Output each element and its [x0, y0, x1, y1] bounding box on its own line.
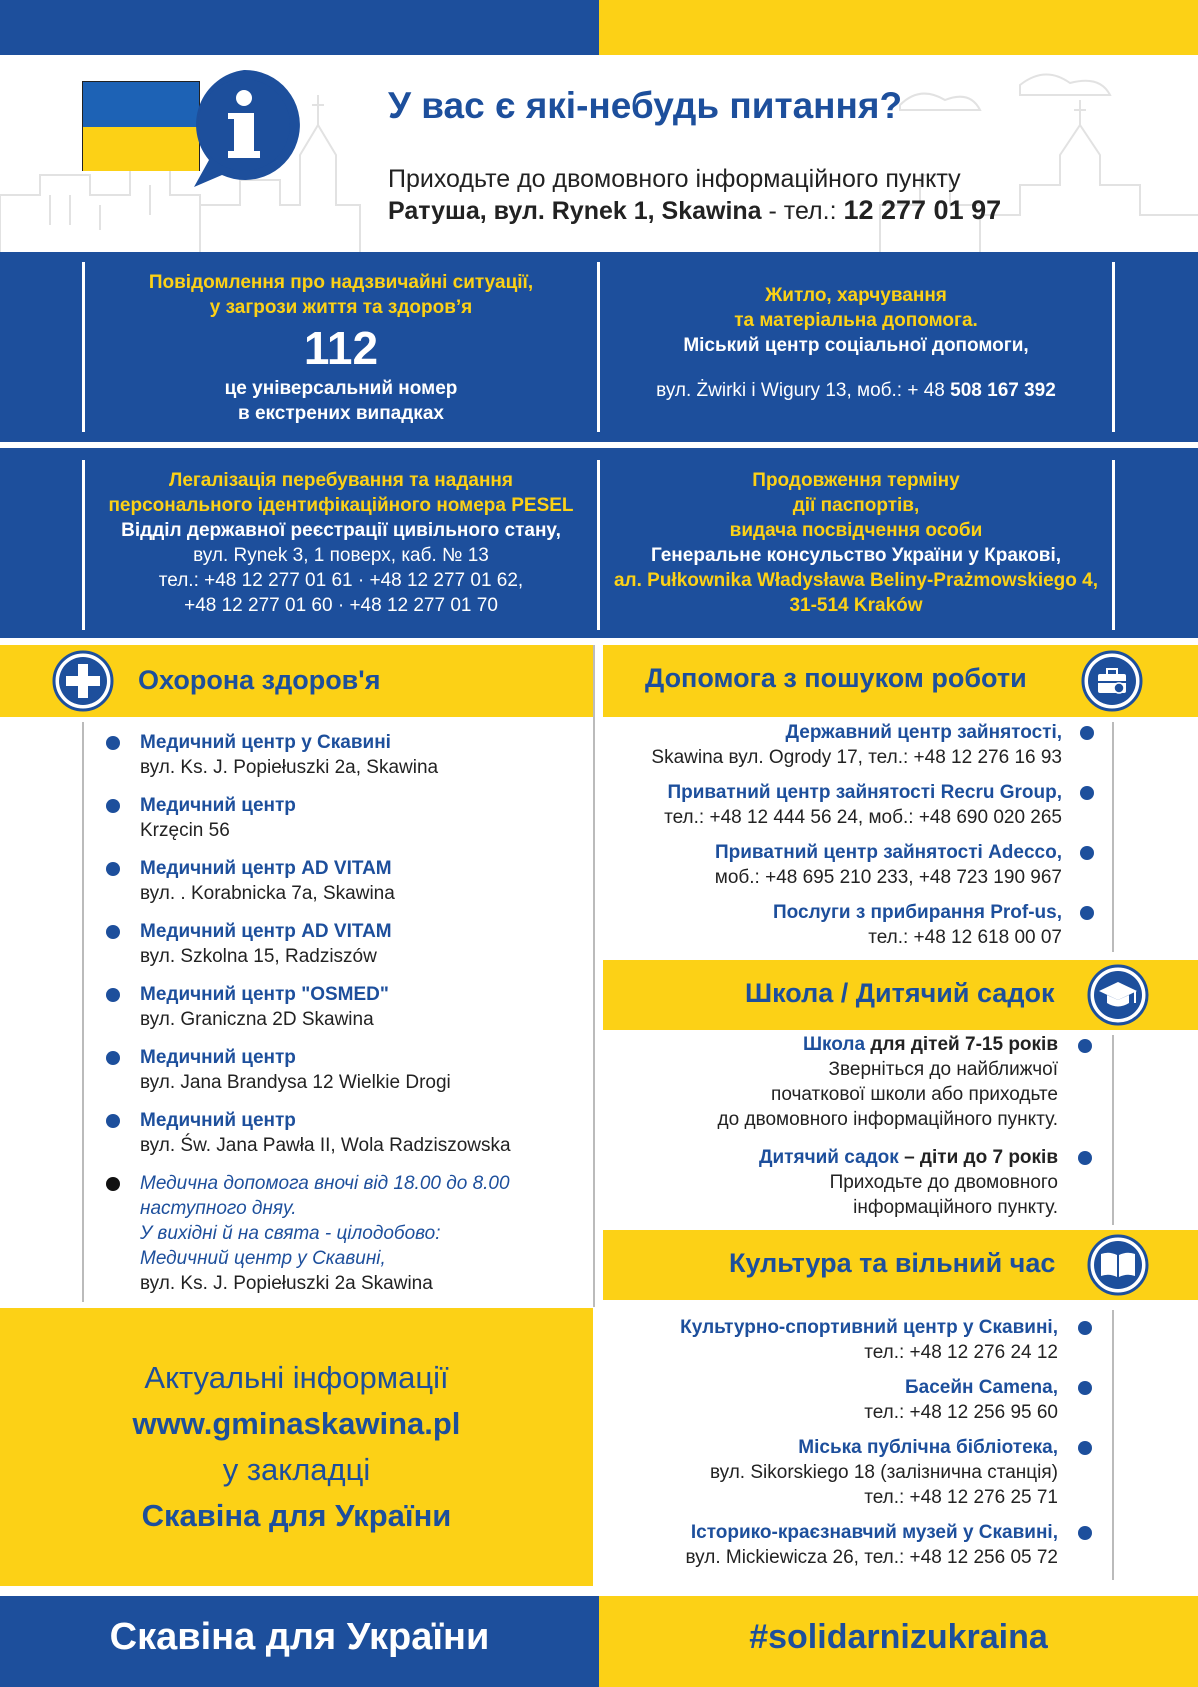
culture-item — [600, 1520, 1058, 1570]
column-divider — [593, 645, 595, 1307]
bullet — [106, 799, 120, 813]
job-item — [600, 720, 1062, 770]
open-book-icon — [1087, 1234, 1149, 1296]
culture-item-title: Історико-краєзнавчий музей у Скавині, — [690, 1522, 1058, 1543]
bullet — [106, 1177, 120, 1191]
health-item — [140, 982, 389, 1032]
health-item — [140, 730, 438, 780]
job-item — [600, 840, 1062, 890]
header — [0, 55, 1198, 252]
graduation-cap-icon — [1087, 964, 1149, 1026]
emergency-desc-2: в екстрених випадках — [238, 403, 444, 424]
health-item-title: Медичний центр AD VITAM — [140, 921, 392, 942]
divider — [1112, 262, 1115, 432]
kindergarten-line: Приходьте до двомовного — [829, 1172, 1058, 1193]
kindergarten-item — [640, 1145, 1058, 1220]
culture-item — [600, 1375, 1058, 1425]
emergency-heading: Повідомлення про надзвичайні ситуації, — [148, 272, 534, 293]
job-item-title: Приватний центр зайнятості Adecco, — [714, 842, 1062, 863]
health-title: Охорона здоров'я — [138, 665, 381, 695]
bullet — [1080, 906, 1094, 920]
social-address-text: вул. Żwirki i Wigury 13, моб.: + 48 — [656, 380, 951, 401]
bullet — [106, 988, 120, 1002]
health-item-title: Медичний центр — [140, 795, 296, 816]
kindergarten-age: – діти до 7 років — [898, 1147, 1058, 1168]
emergency-social-block — [0, 252, 1198, 442]
emergency-desc: це універсальний номер — [224, 378, 458, 399]
kindergarten-line: інформаційного пункту. — [853, 1197, 1058, 1218]
passport-heading-3: видача посвідчення особи — [729, 520, 983, 541]
top-stripe-yellow — [599, 0, 1198, 55]
health-item — [140, 793, 296, 843]
passport-heading: Продовження терміну — [752, 470, 960, 491]
legal-address: вул. Rynek 3, 1 поверх, каб. № 13 — [193, 545, 489, 566]
night-care-item — [140, 1171, 510, 1296]
job-item — [600, 780, 1062, 830]
legal-passport-block — [0, 448, 1198, 638]
footer-slogan: Скавіна для України — [109, 1616, 490, 1658]
culture-divider — [1112, 1310, 1114, 1580]
legal-heading-2: персонального ідентифікаційного номера PESEL — [108, 495, 574, 516]
bullet — [106, 736, 120, 750]
emergency-number: 112 — [303, 322, 379, 374]
jobs-title: Допомога з пошуком роботи — [645, 663, 1027, 693]
bullet — [106, 1114, 120, 1128]
consulate-city: 31-514 Kraków — [789, 595, 923, 616]
bullet — [1078, 1151, 1092, 1165]
actual-info-line: Актуальні інформації — [144, 1360, 449, 1395]
footer-hashtag: #solidarnizukraina — [749, 1618, 1048, 1656]
health-divider — [82, 722, 84, 1302]
bullet — [1080, 786, 1094, 800]
bullet — [1080, 726, 1094, 740]
social-address — [600, 378, 1112, 403]
social-help-info — [600, 283, 1112, 403]
job-item-title: Приватний центр зайнятості Recru Group, — [667, 782, 1062, 803]
health-item-title: Медичний центр — [140, 1110, 296, 1131]
social-phone: 508 167 392 — [950, 380, 1056, 401]
job-item — [600, 900, 1062, 950]
jobs-divider — [1112, 722, 1114, 952]
bullet — [1078, 1321, 1092, 1335]
medical-cross-icon — [52, 650, 114, 712]
actual-info-box — [0, 1308, 593, 1586]
briefcase-icon — [1081, 650, 1143, 712]
school-line: до двомовного інформаційного пункту. — [717, 1109, 1058, 1130]
health-item-title: Медичний центр у Скавині — [140, 732, 391, 753]
health-section-header — [0, 645, 593, 717]
culture-item-detail: тел.: +48 12 276 25 71 — [864, 1487, 1058, 1508]
health-item-title: Медичний центр — [140, 1047, 296, 1068]
actual-info-tab-name: Скавіна для України — [141, 1498, 452, 1533]
legal-office-name: Відділ державної реєстрації цивільного стану, — [121, 520, 561, 541]
phone-prefix: - тел.: — [761, 197, 844, 225]
consulate-name: Генеральне консульство України у Кракові, — [650, 545, 1062, 566]
night-care-address: вул. Ks. J. Popiełuszki 2a Skawina — [140, 1273, 433, 1294]
passport-heading-2: дії паспортів, — [792, 495, 920, 516]
school-divider — [1112, 1035, 1114, 1225]
culture-item-title: Культурно-спортивний центр у Скавині, — [680, 1317, 1058, 1338]
bullet — [1080, 846, 1094, 860]
bullet — [106, 925, 120, 939]
top-stripe-blue — [0, 0, 599, 55]
school-age: для дітей 7-15 років — [865, 1034, 1058, 1055]
health-item — [140, 856, 395, 906]
footer-left — [0, 1596, 599, 1687]
culture-section-header — [603, 1230, 1198, 1300]
night-care-line: У вихідні й на свята - цілодобово: — [140, 1223, 441, 1244]
job-item-contact: моб.: +48 695 210 233, +48 723 190 967 — [714, 867, 1062, 888]
job-item-title: Державний центр зайнятості, — [785, 722, 1062, 743]
culture-item-detail: тел.: +48 12 276 24 12 — [864, 1342, 1058, 1363]
culture-item-detail: вул. Sikorskiego 18 (залізнична станція) — [709, 1462, 1058, 1483]
info-point-line: Приходьте до двомовного інформаційного пункту — [388, 165, 961, 193]
job-item-contact: Skawina вул. Ogrody 17, тел.: +48 12 276 16 93 — [651, 747, 1062, 768]
health-item-address: вул. Ks. J. Popiełuszki 2a, Skawina — [140, 757, 439, 778]
school-line: Зверніться до найближчої — [828, 1059, 1058, 1080]
night-care-line: наступного дняу. — [140, 1198, 297, 1219]
legal-heading: Легалізація перебування та надання — [168, 470, 513, 491]
bullet — [1078, 1381, 1092, 1395]
legal-phones-2: +48 12 277 01 60 · +48 12 277 01 70 — [184, 595, 498, 616]
health-item-address: вул. . Korabnicka 7a, Skawina — [140, 883, 395, 904]
culture-item — [600, 1315, 1058, 1365]
culture-item-title: Басейн Camena, — [905, 1377, 1058, 1398]
jobs-section-header — [603, 645, 1198, 717]
address-text: Ратуша, вул. Rynek 1, Skawina — [388, 197, 762, 225]
divider — [1112, 460, 1115, 630]
social-heading: Житло, харчування — [765, 285, 947, 306]
footer-right — [599, 1596, 1198, 1687]
culture-title: Культура та вільний час — [729, 1248, 1056, 1278]
emergency-heading-2: у загрози життя та здоров’я — [209, 297, 473, 318]
bullet — [1078, 1441, 1092, 1455]
health-item-address: вул. Jana Brandysa 12 Wielkie Drogi — [140, 1072, 451, 1093]
job-item-contact: тел.: +48 12 618 00 07 — [868, 927, 1062, 948]
info-icon — [184, 65, 304, 190]
culture-item — [600, 1435, 1058, 1510]
social-heading-2: та матеріальна допомога. — [734, 310, 978, 331]
health-item-address: Krzęcin 56 — [140, 820, 230, 841]
emergency-info — [85, 270, 597, 426]
culture-item-title: Міська публічна бібліотека, — [798, 1437, 1058, 1458]
health-item-title: Медичний центр "OSMED" — [140, 984, 389, 1005]
bullet — [106, 862, 120, 876]
school-section-header — [603, 960, 1198, 1030]
job-item-title: Послуги з прибирання Prof-us, — [772, 902, 1062, 923]
health-item-address: вул. Szkolna 15, Radziszów — [140, 946, 377, 967]
bullet — [1078, 1039, 1092, 1053]
passport-info — [600, 468, 1112, 618]
culture-item-detail: вул. Mickiewicza 26, тел.: +48 12 256 05 72 — [685, 1547, 1058, 1568]
job-item-contact: тел.: +48 12 444 56 24, моб.: +48 690 020 265 — [664, 807, 1062, 828]
info-point-address — [388, 195, 1001, 226]
website-link[interactable]: www.gminaskawina.pl — [132, 1406, 461, 1441]
bullet — [106, 1051, 120, 1065]
health-item-address: вул. Graniczna 2D Skawina — [140, 1009, 374, 1030]
health-item-title: Медичний центр AD VITAM — [140, 858, 392, 879]
legalization-info — [85, 468, 597, 618]
health-item — [140, 919, 392, 969]
culture-item-detail: тел.: +48 12 256 95 60 — [864, 1402, 1058, 1423]
consulate-address: ал. Pułkownika Władysława Beliny-Prażmowskiego 4, — [613, 570, 1099, 591]
school-item — [640, 1032, 1058, 1132]
night-care-line: Медичний центр у Скавині, — [140, 1248, 386, 1269]
legal-phones-1: тел.: +48 12 277 01 61 · +48 12 277 01 62, — [158, 570, 524, 591]
school-line: початкової школи або приходьте — [771, 1084, 1058, 1105]
ukraine-flag-icon — [82, 81, 200, 171]
school-label: Школа — [802, 1034, 866, 1055]
bullet — [1078, 1526, 1092, 1540]
health-item — [140, 1045, 451, 1095]
page-title: У вас є які-небудь питання? — [388, 85, 903, 126]
health-item — [140, 1108, 511, 1158]
social-center-name: Міський центр соціальної допомоги, — [683, 335, 1029, 356]
health-item-address: вул. Św. Jana Pawła II, Wola Radziszowska — [140, 1135, 511, 1156]
school-title: Школа / Дитячий садок — [745, 978, 1055, 1008]
phone-number: 12 277 01 97 — [843, 195, 1002, 225]
kindergarten-label: Дитячий садок — [758, 1147, 899, 1168]
night-care-line: Медична допомога вночі від 18.00 до 8.00 — [140, 1173, 510, 1194]
actual-info-line: у закладці — [222, 1452, 371, 1487]
